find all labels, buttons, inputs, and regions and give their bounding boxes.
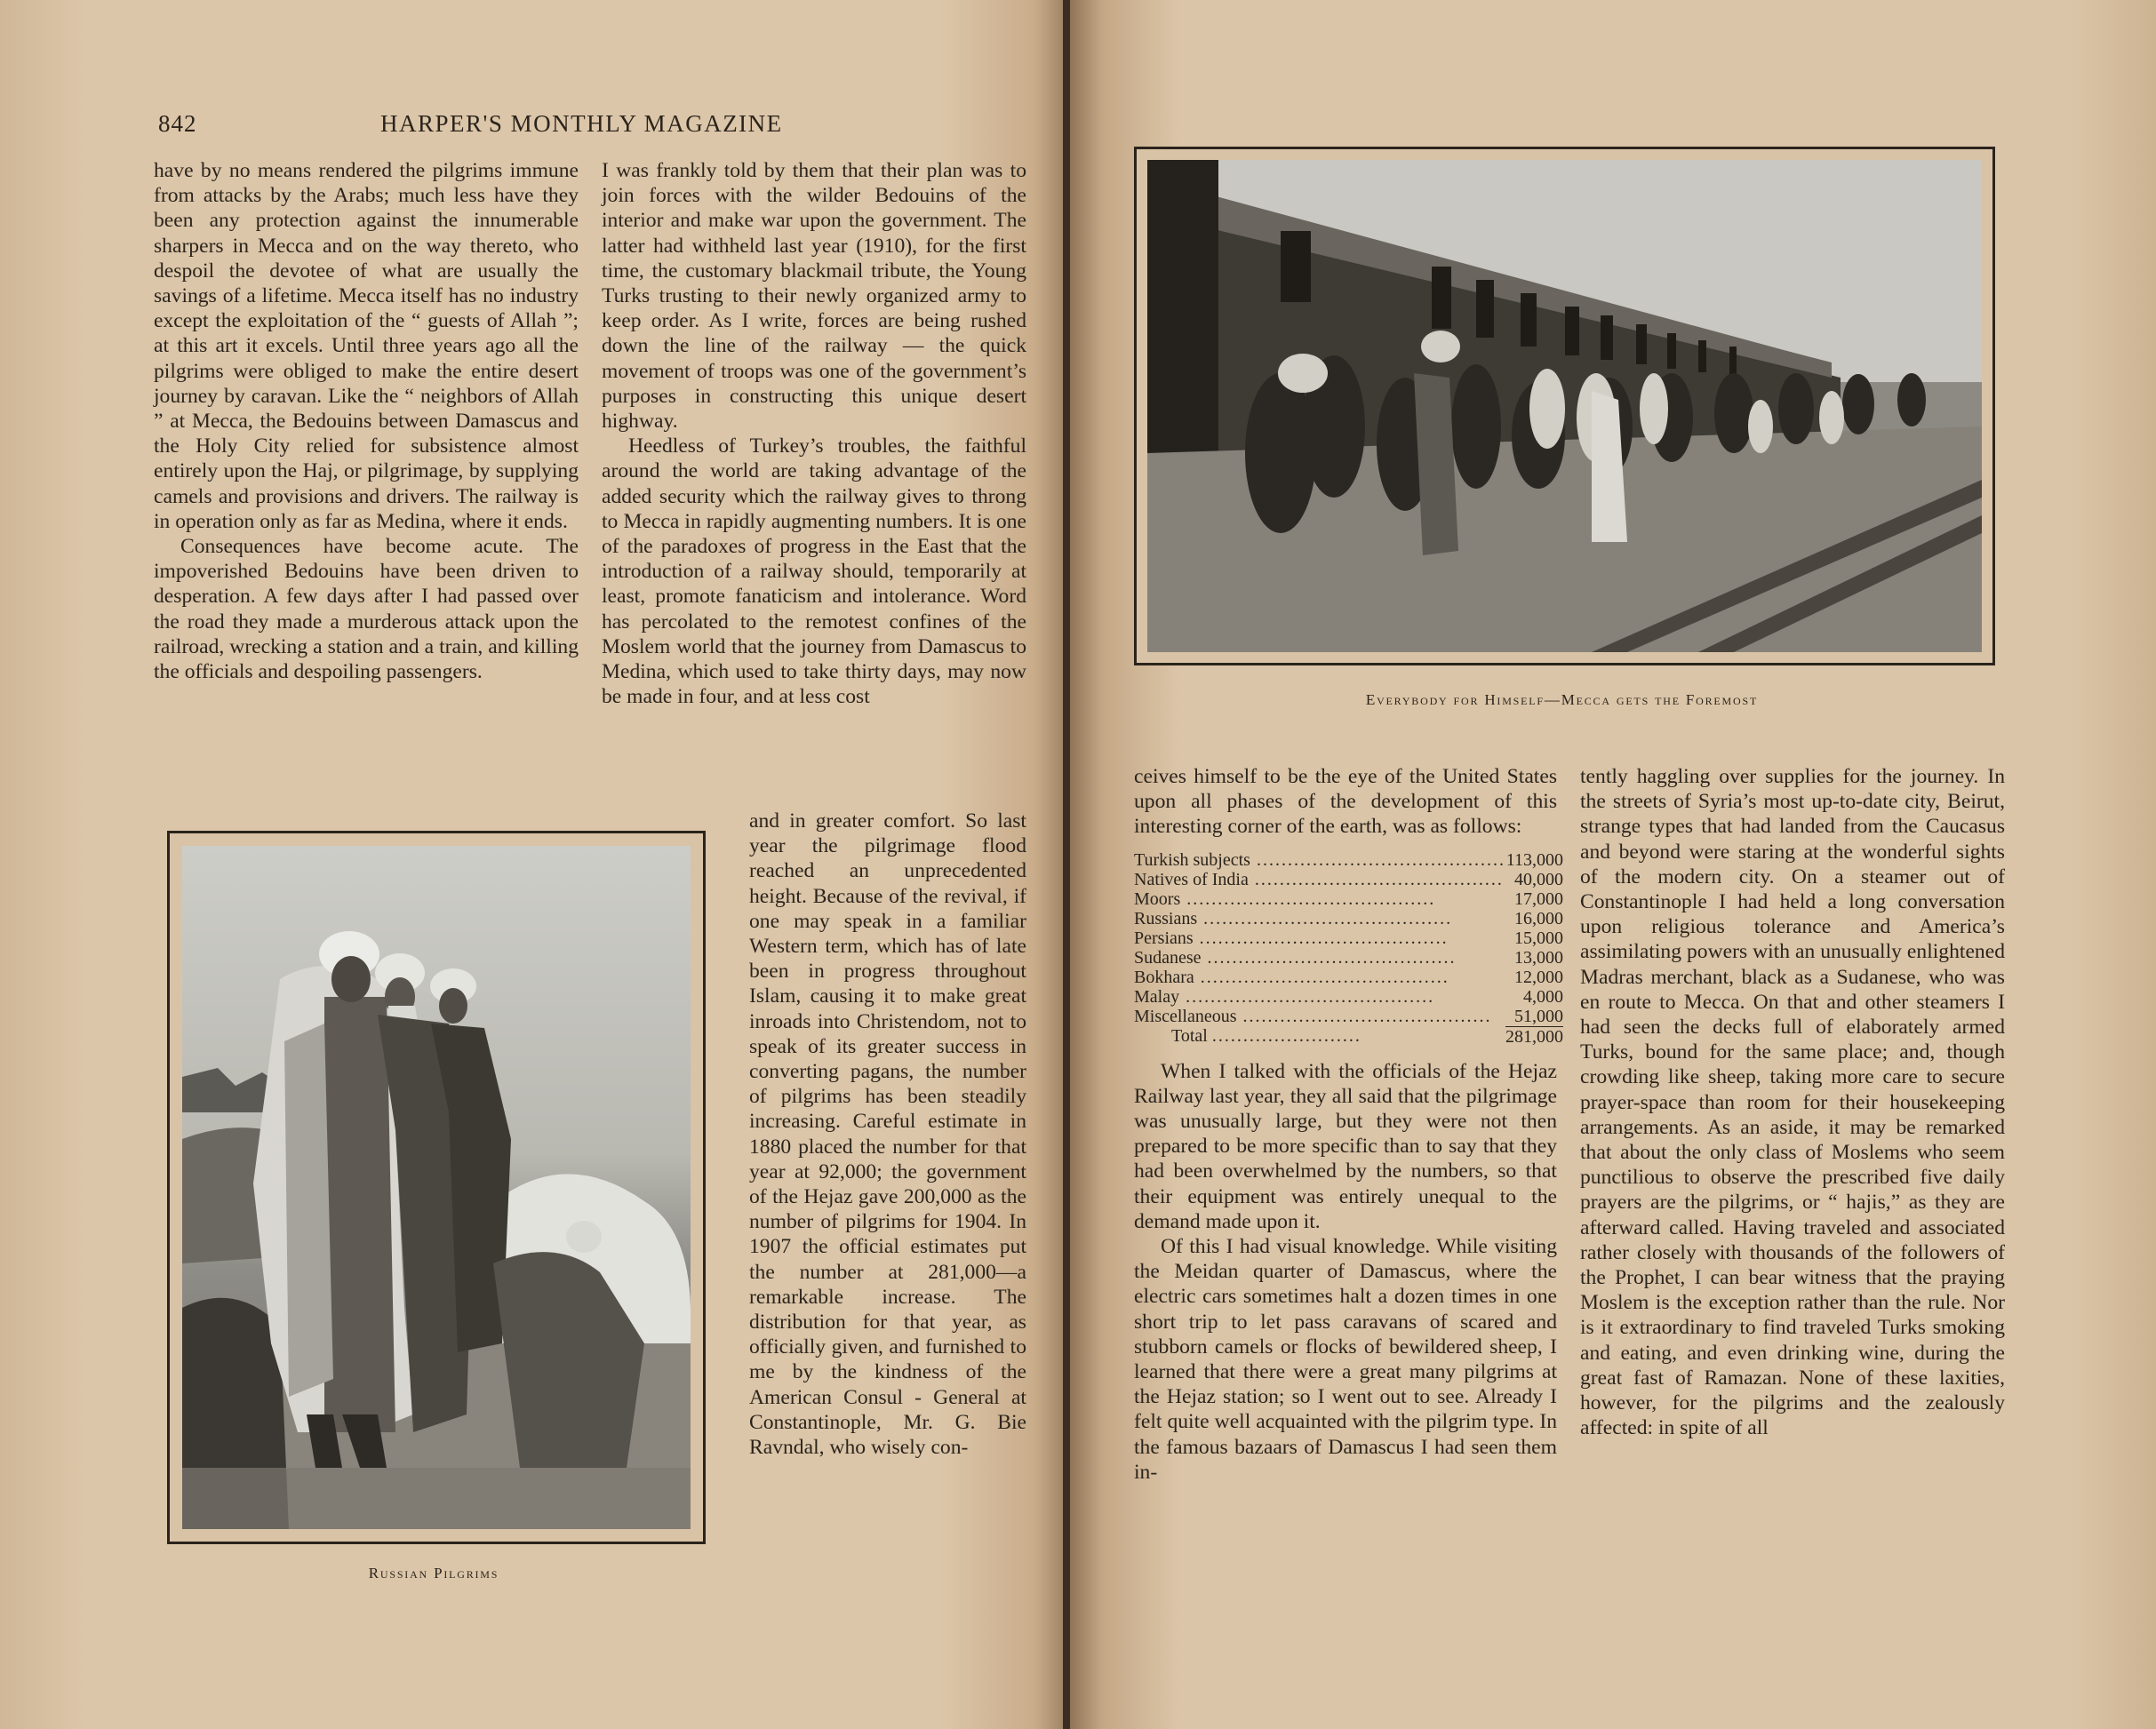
paragraph: ceives himself to be the eye of the United States upon all phases of the development of this interesting corner of the earth, was as follows: bbox=[1134, 765, 1557, 839]
row-label: Malay bbox=[1134, 986, 1180, 1007]
paragraph: When I talked with the officials of the Hejaz Railway last year, they all said that the pilgrimage was unusually large, but they were not then prepared to be more specific than to say that they had been overwhelmed by the numbers, so that their equipment was entirely unequal to the demand made upon it. bbox=[1134, 1059, 1557, 1233]
table-row: Moors ........................................ 17,000 bbox=[1134, 888, 1563, 909]
paragraph: Heedless of Turkey’s troubles, the faithful around the world are taking advantage of the added security which the railway gives to throng to Mecca in rapidly augmenting numbers. It is one of the paradoxes of progress in the East that the introduction of a railway should, temporarily at least, promote fanaticism and intolerance. Word has percolated to the remotest confines of the Moslem world that the journey from Damascus to Medina, which used to take thirty days, may now be made in four, and at less cost bbox=[602, 434, 1026, 709]
table-row: Malay ........................................ 4,000 bbox=[1134, 986, 1563, 1007]
paragraph: I was frankly told by them that their plan was to join forces with the wilder Bedouins of the interior and make war upon the government. The latter had withheld last year (1910), for the first time, the customary blackmail tribute, the Young Turks trusting to their newly organized army to keep order. As I write, forces are being rushed down the line of the railway — the quick movement of troops was one of the government’s purposes in constructing this unique desert highway. bbox=[602, 159, 1026, 434]
table-row: Natives of India ........................................ 40,000 bbox=[1134, 869, 1563, 889]
right-column-2 bbox=[1580, 764, 2005, 1440]
row-value: 51,000 bbox=[1513, 1006, 1563, 1026]
row-label: Persians bbox=[1134, 928, 1194, 948]
row-label: Russians bbox=[1134, 908, 1198, 928]
left-page bbox=[0, 0, 1066, 1729]
row-label: Natives of India bbox=[1134, 869, 1249, 889]
table-row: Sudanese ........................................ 13,000 bbox=[1134, 947, 1563, 968]
row-value: 40,000 bbox=[1513, 869, 1563, 889]
left-column-2 bbox=[602, 158, 1026, 709]
train-photo-caption: Everybody for Himself—Mecca gets the Foremost bbox=[1365, 691, 1759, 708]
train-photo-frame bbox=[1134, 147, 1995, 665]
table-total-row: Total ........................ 281,000 bbox=[1171, 1026, 1563, 1047]
paragraph: Consequences have become acute. The impoverished Bedouins have been driven to desperation. A few days after I had passed over the road they made a murderous attack upon the railroad, wrecking a station and a train, and killing the officials and despoiling passengers. bbox=[154, 535, 579, 684]
row-label: Moors bbox=[1134, 888, 1181, 909]
row-value: 12,000 bbox=[1513, 967, 1563, 987]
pilgrim-distribution-table bbox=[1134, 850, 1563, 1047]
row-value: 15,000 bbox=[1513, 928, 1563, 948]
train-photo bbox=[1147, 160, 1982, 652]
row-value: 113,000 bbox=[1505, 849, 1563, 870]
row-label: Turkish subjects bbox=[1134, 849, 1250, 870]
paragraph: tently haggling over supplies for the journey. In the streets of Syria’s most up-to-date city, Beirut, strange types that had landed from the Caucasus and beyond were staring at the wonderful sights of the modern city. On a steamer out of Constantinople I had held a long conversation upon religious tolerance and America’s assimilating powers with an unusually enlightened Madras merchant, black as a Sudanese, who was en route to Mecca. On that and other steamers I had seen the decks full of elaborately armed Turks, bound for the same place; and, though crowding like sheep, taking more care to secure prayer-space than room for their housekeeping arrangements. As an aside, it may be remarked that about the only class of Moslems who seem punctilious to observe the prescribed five daily prayers are the pilgrims, or “ hajis,” as they are afterward called. Having traveled and associated rather closely with thousands of the followers of the Prophet, I can bear witness that the praying Moslem is the exception rather than the rule. Nor is it extraordinary to find traveled Turks smoking and eating, and even drinking wine, during the great fast of Ramazan. None of these laxities, however, for the pilgrims and the zealously affected: in spite of all bbox=[1580, 765, 2005, 1440]
russian-pilgrims-photo bbox=[182, 846, 691, 1529]
left-column-2-continued bbox=[749, 809, 1026, 1460]
paragraph: Of this I had visual knowledge. While visiting the Meidan quarter of Damascus, where the electric cars sometimes halt a dozen times in one short trip to let pass caravans of scared and stubborn camels or flocks of bewildered sheep, I learned that there were a great many pilgrims at the Hejaz station; so I went out to see. Already I felt quite well acquainted with the pilgrim type. In the famous bazaars of Damascus I had seen them in- bbox=[1134, 1235, 1557, 1484]
row-value: 4,000 bbox=[1522, 986, 1563, 1007]
paragraph: have by no means rendered the pilgrims immune from attacks by the Arabs; much less have they been any protection against the innumerable sharpers in Mecca and on the way thereto, who despoil the devotee of what are usually the savings of a lifetime. Mecca itself has no industry except the exploitation of the “ guests of Allah ”; at this art it excels. Until three years ago all the pilgrims were obliged to make the entire desert journey by caravan. Like the “ neighbors of Allah ” at Mecca, the Bedouins between Damascus and the Holy City relied for subsistence almost entirely upon the Haj, or pilgrimage, by supplying camels and provisions and drivers. The railway is in operation only as far as Medina, where it ends. bbox=[154, 159, 579, 533]
row-label: Bokhara bbox=[1134, 967, 1194, 987]
left-column-1 bbox=[154, 158, 579, 684]
table-row: Persians ........................................ 15,000 bbox=[1134, 928, 1563, 948]
row-value: 17,000 bbox=[1513, 888, 1563, 909]
running-title: HARPER'S MONTHLY MAGAZINE bbox=[380, 110, 783, 137]
row-label: Sudanese bbox=[1134, 947, 1202, 968]
russian-pilgrims-photo-frame bbox=[167, 831, 706, 1544]
right-column-1 bbox=[1134, 764, 1563, 1485]
russian-pilgrims-caption: Russian Pilgrims bbox=[368, 1565, 499, 1582]
total-label: Total bbox=[1171, 1026, 1208, 1047]
right-page bbox=[1070, 0, 2156, 1729]
paragraph: and in greater comfort. So last year the pilgrimage flood reached an unprecedented height. Because of the revival, if one may speak in a familiar Western term, which has of late been in progress throughout Islam, causing it to make great inroads into Christendom, not to speak of its greater success in converting pagans, the number of pilgrims has been steadily increasing. Careful estimate in 1880 placed the number for that year at 92,000; the government of the Hejaz gave 200,000 as the number of pilgrims for 1904. In 1907 the official estimates put the number at 281,000—a remarkable increase. The distribution for that year, as officially given, and furnished to me by the kindness of the American Consul - General at Constantinople, Mr. G. Bie Ravndal, who wisely con- bbox=[749, 809, 1026, 1460]
total-value: 281,000 bbox=[1505, 1026, 1563, 1047]
row-value: 13,000 bbox=[1513, 947, 1563, 968]
row-label: Miscellaneous bbox=[1134, 1006, 1237, 1026]
table-row: Miscellaneous ........................................ 51,000 bbox=[1134, 1006, 1563, 1026]
row-value: 16,000 bbox=[1513, 908, 1563, 928]
page-number: 842 bbox=[158, 110, 197, 137]
table-row: Turkish subjects ........................................ 113,000 bbox=[1134, 849, 1563, 870]
table-row: Russians ........................................ 16,000 bbox=[1134, 908, 1563, 928]
table-row: Bokhara ........................................ 12,000 bbox=[1134, 967, 1563, 987]
